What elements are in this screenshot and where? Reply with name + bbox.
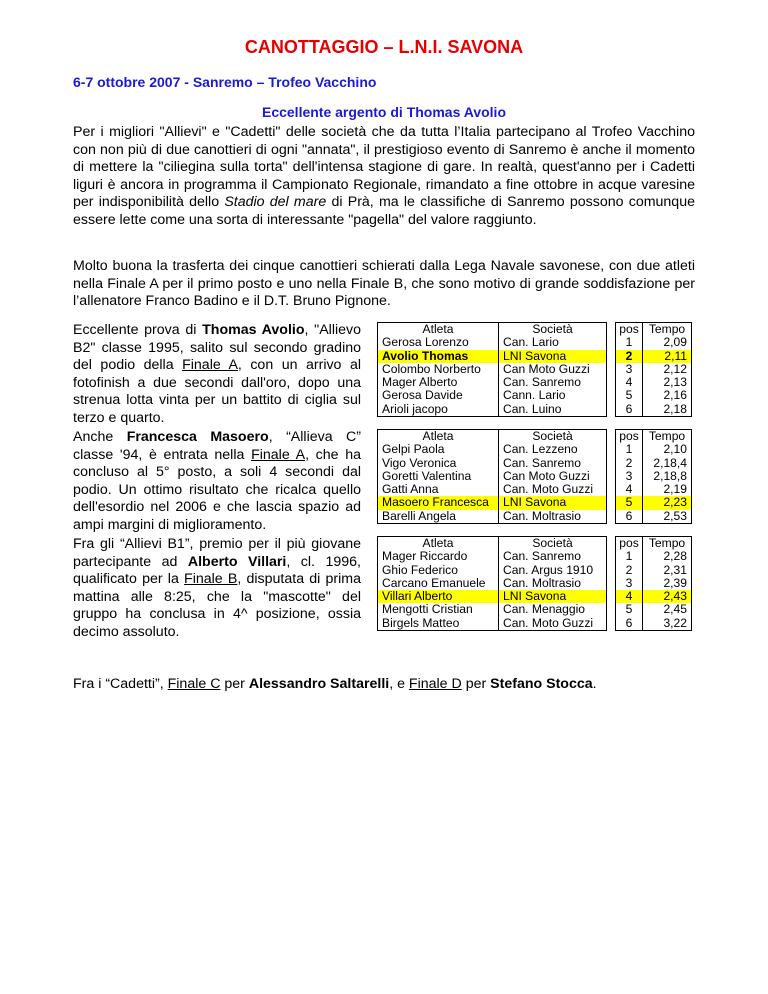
table-row: Gatti Anna Can. Moto Guzzi 4 2,19 <box>378 483 692 496</box>
section-villari: Fra gli “Allievi B1”, premio per il più giovane partecipante ad Alberto Villari, cl. 1996, qualificato per la Finale B, disputata di prima mattina alle 8:25, che la "mascotte" del gruppo ha conclusa in 4^ posizione, ossia decimo assoluto. <box>73 536 362 640</box>
header-atleta: Atleta <box>378 323 499 337</box>
table-row: Gerosa Davide Cann. Lario 5 2,16 <box>378 389 692 402</box>
table-row: Gelpi Paola Can. Lezzeno 1 2,10 <box>378 443 692 456</box>
table-header-row <box>378 323 692 337</box>
table-header-row <box>378 430 692 444</box>
table-row: Vigo Veronica Can. Sanremo 2 2,18,4 <box>378 457 692 470</box>
table-row-highlighted: Masoero Francesca LNI Savona 5 2,23 <box>378 496 692 509</box>
table-row: Arioli jacopo Can. Luino 6 2,18 <box>378 403 692 417</box>
athlete-name: Thomas Avolio <box>202 322 305 338</box>
final-label: Finale B <box>184 571 238 588</box>
header-societa: Società <box>499 430 607 444</box>
table-row: Mager Riccardo Can. Sanremo 1 2,28 <box>378 550 692 563</box>
page-title: CANOTTAGGIO – L.N.I. SAVONA <box>244 37 524 57</box>
results-table-allievi-b1 <box>377 536 692 631</box>
table-row: Gerosa Lorenzo Can. Lario 1 2,09 <box>378 336 692 349</box>
athlete-name: Stefano Stocca <box>490 676 593 692</box>
section-avolio: Eccellente prova di Thomas Avolio, "Allievo B2" classe 1995, salito sul secondo gradino del podio della Finale A, con un arrivo al fotofinish a due secondi dall'oro, dopo una strenua lotta vinta per un battito di ciglia sul terzo e quarto. <box>73 322 361 426</box>
header-atleta: Atleta <box>378 537 499 551</box>
athlete-name: Alberto Villari <box>187 553 287 570</box>
table-row: Colombo Norberto Can Moto Guzzi 3 2,12 <box>378 363 692 376</box>
header-tempo: Tempo <box>643 323 692 337</box>
header-societa: Società <box>499 323 607 337</box>
final-label: Finale A <box>182 357 238 374</box>
table-row: Barelli Angela Can. Moltrasio 6 2,53 <box>378 510 692 524</box>
article-headline: Eccellente argento di Thomas Avolio <box>261 104 506 120</box>
header-pos: pos <box>616 430 643 444</box>
table-row-highlighted: Villari Alberto LNI Savona 4 2,43 <box>378 590 692 603</box>
header-tempo: Tempo <box>643 430 692 444</box>
header-societa: Società <box>499 537 607 551</box>
table-row-highlighted: Avolio Thomas LNI Savona 2 2,11 <box>378 350 692 363</box>
italic-text: Stadio del mare <box>224 194 327 211</box>
table-row: Ghio Federico Can. Argus 1910 2 2,31 <box>378 564 692 577</box>
table-header-row <box>378 537 692 551</box>
intro-paragraph: Per i migliori "Allievi" e "Cadetti" delle società che da tutta l’Italia partecipano al Trofeo Vacchino con non più di due canottieri di ogni "annata", il prestigioso evento di Sanremo è anche il momento di mettere la "ciliegina sulla torta" dell'intensa stagione di gare. In realtà, quest'anno per i Cadetti liguri è ancora in programma il Campionato Regionale, rimandato a fine ottobre in acque varesine per indisponibilità dello Stadio del mare di Prà, ma le classifiche di Sanremo possono comunque essere lette come una sorta di interessante "pagella" del valore raggiunto. <box>73 124 695 228</box>
results-table-allievi-b2 <box>377 322 692 417</box>
athlete-name: Alessandro Saltarelli <box>248 676 390 692</box>
table-row: Mager Alberto Can. Sanremo 4 2,13 <box>378 376 692 389</box>
results-table-allieva-c <box>377 429 692 524</box>
header-atleta: Atleta <box>378 430 499 444</box>
athlete-name: Francesca Masoero <box>126 429 269 445</box>
event-subtitle: 6-7 ottobre 2007 - Sanremo – Trofeo Vacchino <box>73 74 377 90</box>
table-row: Goretti Valentina Can Moto Guzzi 3 2,18,8 <box>378 470 692 483</box>
final-label: Finale C <box>167 676 221 692</box>
table-row: Birgels Matteo Can. Moto Guzzi 6 3,22 <box>378 617 692 631</box>
footer-line: Fra i “Cadetti”, Finale C per Alessandro Saltarelli, e Finale D per Stefano Stocca. <box>73 676 597 692</box>
section-masoero: Anche Francesca Masoero, “Allieva C” classe '94, è entrata nella Finale A, che ha concluso al 5° posto, a soli 4 secondi dal podio. Un ottimo risultato che ricalca quello dell'esordio nel 2006 e che lascia spazio ad ampi margini di miglioramento. <box>73 429 362 533</box>
table-row: Mengotti Cristian Can. Menaggio 5 2,45 <box>378 603 692 616</box>
header-tempo: Tempo <box>643 537 692 551</box>
second-paragraph: Molto buona la trasferta dei cinque canottieri schierati dalla Lega Navale savonese, con due atleti nella Finale A per il primo posto e uno nella Finale B, che sono motivo di grande soddisfazione per l’allenatore Franco Badino e il D.T. Bruno Pignone. <box>73 258 695 310</box>
header-pos: pos <box>616 537 643 551</box>
header-pos: pos <box>616 323 643 337</box>
final-label: Finale A <box>251 446 306 463</box>
table-row: Carcano Emanuele Can. Moltrasio 3 2,39 <box>378 577 692 590</box>
final-label: Finale D <box>408 676 462 692</box>
